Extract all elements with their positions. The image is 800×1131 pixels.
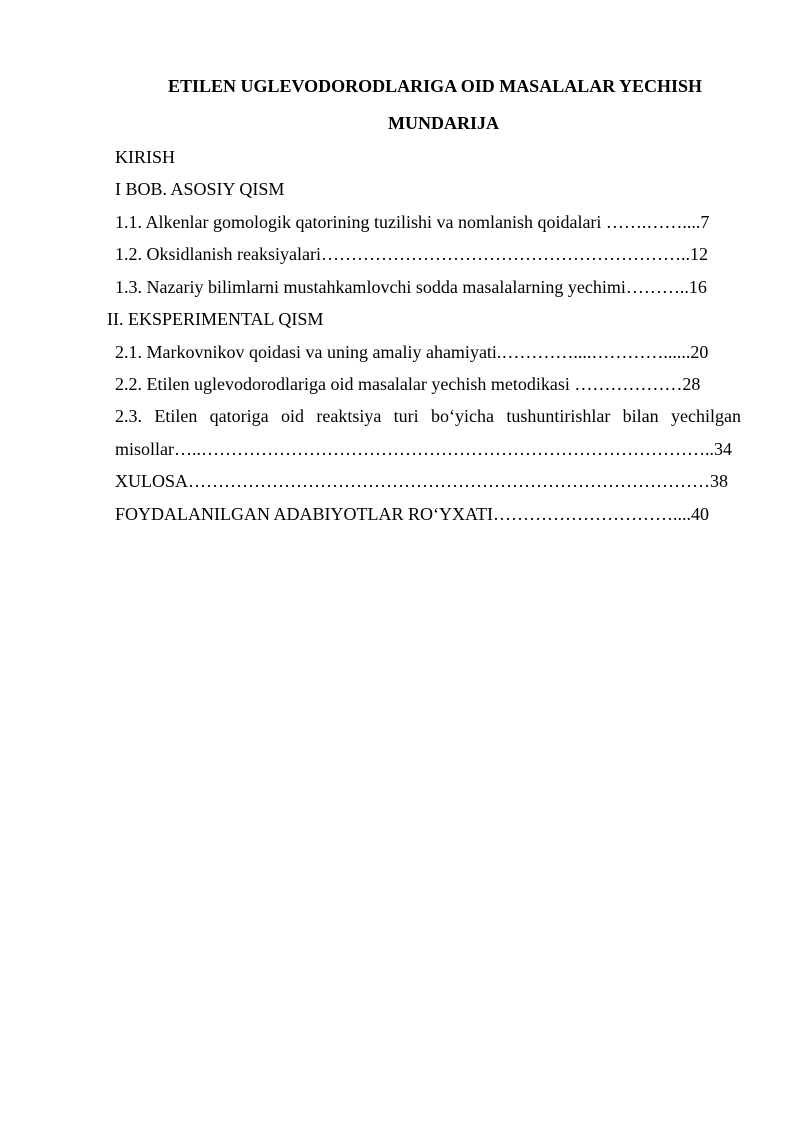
toc-entry-1-2: 1.2. Oksidlanish reaksiyalari……………………………………………………..12 bbox=[115, 244, 708, 264]
document-title: ETILEN UGLEVODORODLARIGA OID MASALALAR YECHISH bbox=[168, 76, 703, 96]
toc-entry-2-2: 2.2. Etilen uglevodorodlariga oid masalalar yechish metodikasi ………………28 bbox=[115, 374, 701, 394]
toc-entry-2-3-line-1: 2.3. Etilen qatoriga oid reaktsiya turi bo‘yicha tushuntirishlar bilan yechilgan bbox=[115, 406, 741, 426]
toc-heading: MUNDARIJA bbox=[388, 113, 499, 133]
toc-entry-1-3: 1.3. Nazariy bilimlarni mustahkamlovchi sodda masalalarning yechimi………..16 bbox=[115, 277, 707, 297]
toc-chapter-1: I BOB. ASOSIY QISM bbox=[115, 179, 285, 199]
toc-entry-2-3-line-2: misollar…..…………………………………………………………………………..34 bbox=[115, 439, 732, 459]
toc-entry-1-1: 1.1. Alkenlar gomologik qatorining tuzilishi va nomlanish qoidalari …….……....7 bbox=[115, 212, 710, 232]
toc-entry-kirish: KIRISH bbox=[115, 147, 176, 167]
toc-entry-adabiyotlar: FOYDALANILGAN ADABIYOTLAR RO‘YXATI…………………………....40 bbox=[115, 504, 709, 524]
toc-entry-xulosa: XULOSA……………………………………………………………………………38 bbox=[115, 471, 729, 491]
toc-chapter-2: II. EKSPERIMENTAL QISM bbox=[107, 309, 324, 329]
toc-entry-2-1: 2.1. Markovnikov qoidasi va uning amaliy ahamiyati.…………....…………......20 bbox=[115, 342, 709, 362]
